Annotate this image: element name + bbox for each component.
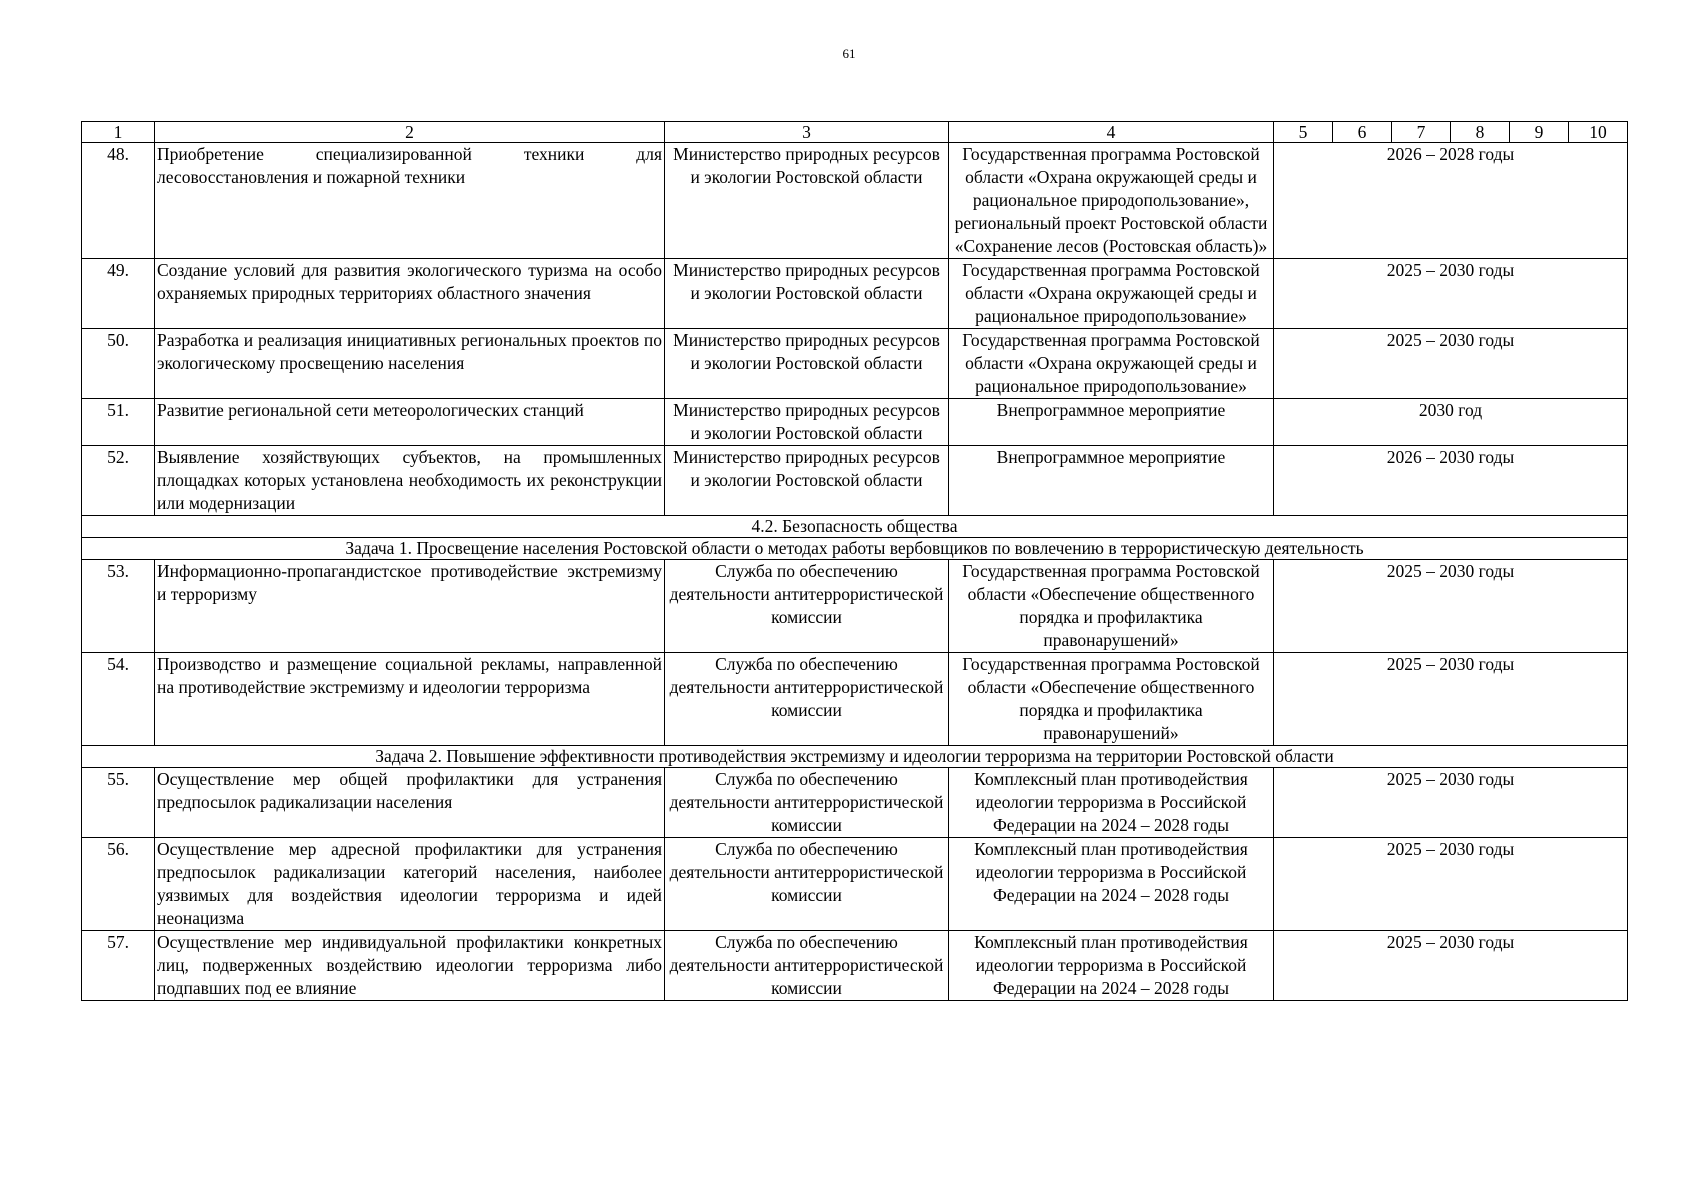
row-number: 54. [82,653,155,746]
header-cell: 2 [155,122,665,143]
executor: Министерство природных ресурсов и экологии Ростовской области [665,446,949,516]
executor: Служба по обеспечению деятельности антитеррористической комиссии [665,768,949,838]
header-cell: 10 [1569,122,1628,143]
table-row [82,768,1628,838]
executor: Служба по обеспечению деятельности антитеррористической комиссии [665,838,949,931]
executor: Министерство природных ресурсов и экологии Ростовской области [665,143,949,259]
measure-name: Производство и размещение социальной рекламы, направленной на противодействие экстремизму и идеологии терроризма [155,653,665,746]
header-cell: 4 [949,122,1274,143]
task-row [82,746,1628,768]
program: Государственная программа Ростовской области «Охрана окружающей среды и рациональное природопользование» [949,259,1274,329]
header-cell: 9 [1510,122,1569,143]
period: 2026 – 2028 годы [1274,143,1628,259]
measure-name: Разработка и реализация инициативных региональных проектов по экологическому просвещению населения [155,329,665,399]
program: Государственная программа Ростовской области «Обеспечение общественного порядка и профилактика правонарушений» [949,653,1274,746]
table-row [82,931,1628,1001]
page-number: 61 [842,46,856,61]
period: 2025 – 2030 годы [1274,329,1628,399]
header-cell: 7 [1392,122,1451,143]
program: Государственная программа Ростовской области «Охрана окружающей среды и рациональное природопользование», региональный проект Ростовской области «Сохранение лесов (Ростовская область)» [949,143,1274,259]
measures-table [81,121,1628,1001]
table-row [82,399,1628,446]
measure-name: Осуществление мер индивидуальной профилактики конкретных лиц, подверженных воздействию идеологии терроризма либо подпавших под ее влияние [155,931,665,1001]
period: 2025 – 2030 годы [1274,259,1628,329]
section-title: 4.2. Безопасность общества [82,516,1628,538]
period: 2025 – 2030 годы [1274,838,1628,931]
task-row [82,538,1628,560]
table-row [82,653,1628,746]
period: 2030 год [1274,399,1628,446]
row-number: 52. [82,446,155,516]
executor: Министерство природных ресурсов и экологии Ростовской области [665,329,949,399]
header-cell: 5 [1274,122,1333,143]
measure-name: Информационно-пропагандистское противодействие экстремизму и терроризму [155,560,665,653]
table-row [82,329,1628,399]
period: 2025 – 2030 годы [1274,560,1628,653]
executor: Служба по обеспечению деятельности антитеррористической комиссии [665,560,949,653]
program: Комплексный план противодействия идеологии терроризма в Российской Федерации на 2024 – 2028 годы [949,768,1274,838]
program: Государственная программа Ростовской области «Обеспечение общественного порядка и профилактика правонарушений» [949,560,1274,653]
section-row [82,516,1628,538]
measure-name: Развитие региональной сети метеорологических станций [155,399,665,446]
task-title: Задача 1. Просвещение населения Ростовской области о методах работы вербовщиков по вовлечению в террористическую деятельность [82,538,1628,560]
measure-name: Выявление хозяйствующих субъектов, на промышленных площадках которых установлена необходимость их реконструкции или модернизации [155,446,665,516]
executor: Министерство природных ресурсов и экологии Ростовской области [665,259,949,329]
executor: Служба по обеспечению деятельности антитеррористической комиссии [665,653,949,746]
table-row [82,838,1628,931]
measure-name: Приобретение специализированной техники для лесовосстановления и пожарной техники [155,143,665,259]
program: Комплексный план противодействия идеологии терроризма в Российской Федерации на 2024 – 2028 годы [949,931,1274,1001]
header-cell: 1 [82,122,155,143]
measure-name: Осуществление мер адресной профилактики для устранения предпосылок радикализации категорий населения, наиболее уязвимых для воздействия идеологии терроризма и идей неонацизма [155,838,665,931]
measure-name: Создание условий для развития экологического туризма на особо охраняемых природных территориях областного значения [155,259,665,329]
period: 2025 – 2030 годы [1274,768,1628,838]
table-row [82,560,1628,653]
period: 2025 – 2030 годы [1274,931,1628,1001]
task-title: Задача 2. Повышение эффективности противодействия экстремизму и идеологии терроризма на территории Ростовской области [82,746,1628,768]
header-row [82,122,1628,143]
row-number: 53. [82,560,155,653]
table-row [82,446,1628,516]
program: Внепрограммное мероприятие [949,399,1274,446]
executor: Служба по обеспечению деятельности антитеррористической комиссии [665,931,949,1001]
header-cell: 8 [1451,122,1510,143]
row-number: 57. [82,931,155,1001]
row-number: 51. [82,399,155,446]
program: Комплексный план противодействия идеологии терроризма в Российской Федерации на 2024 – 2028 годы [949,838,1274,931]
table-row [82,143,1628,259]
header-cell: 6 [1333,122,1392,143]
row-number: 55. [82,768,155,838]
program: Внепрограммное мероприятие [949,446,1274,516]
row-number: 49. [82,259,155,329]
program: Государственная программа Ростовской области «Охрана окружающей среды и рациональное природопользование» [949,329,1274,399]
row-number: 56. [82,838,155,931]
period: 2025 – 2030 годы [1274,653,1628,746]
table-row [82,259,1628,329]
period: 2026 – 2030 годы [1274,446,1628,516]
executor: Министерство природных ресурсов и экологии Ростовской области [665,399,949,446]
row-number: 50. [82,329,155,399]
measure-name: Осуществление мер общей профилактики для устранения предпосылок радикализации населения [155,768,665,838]
header-cell: 3 [665,122,949,143]
row-number: 48. [82,143,155,259]
